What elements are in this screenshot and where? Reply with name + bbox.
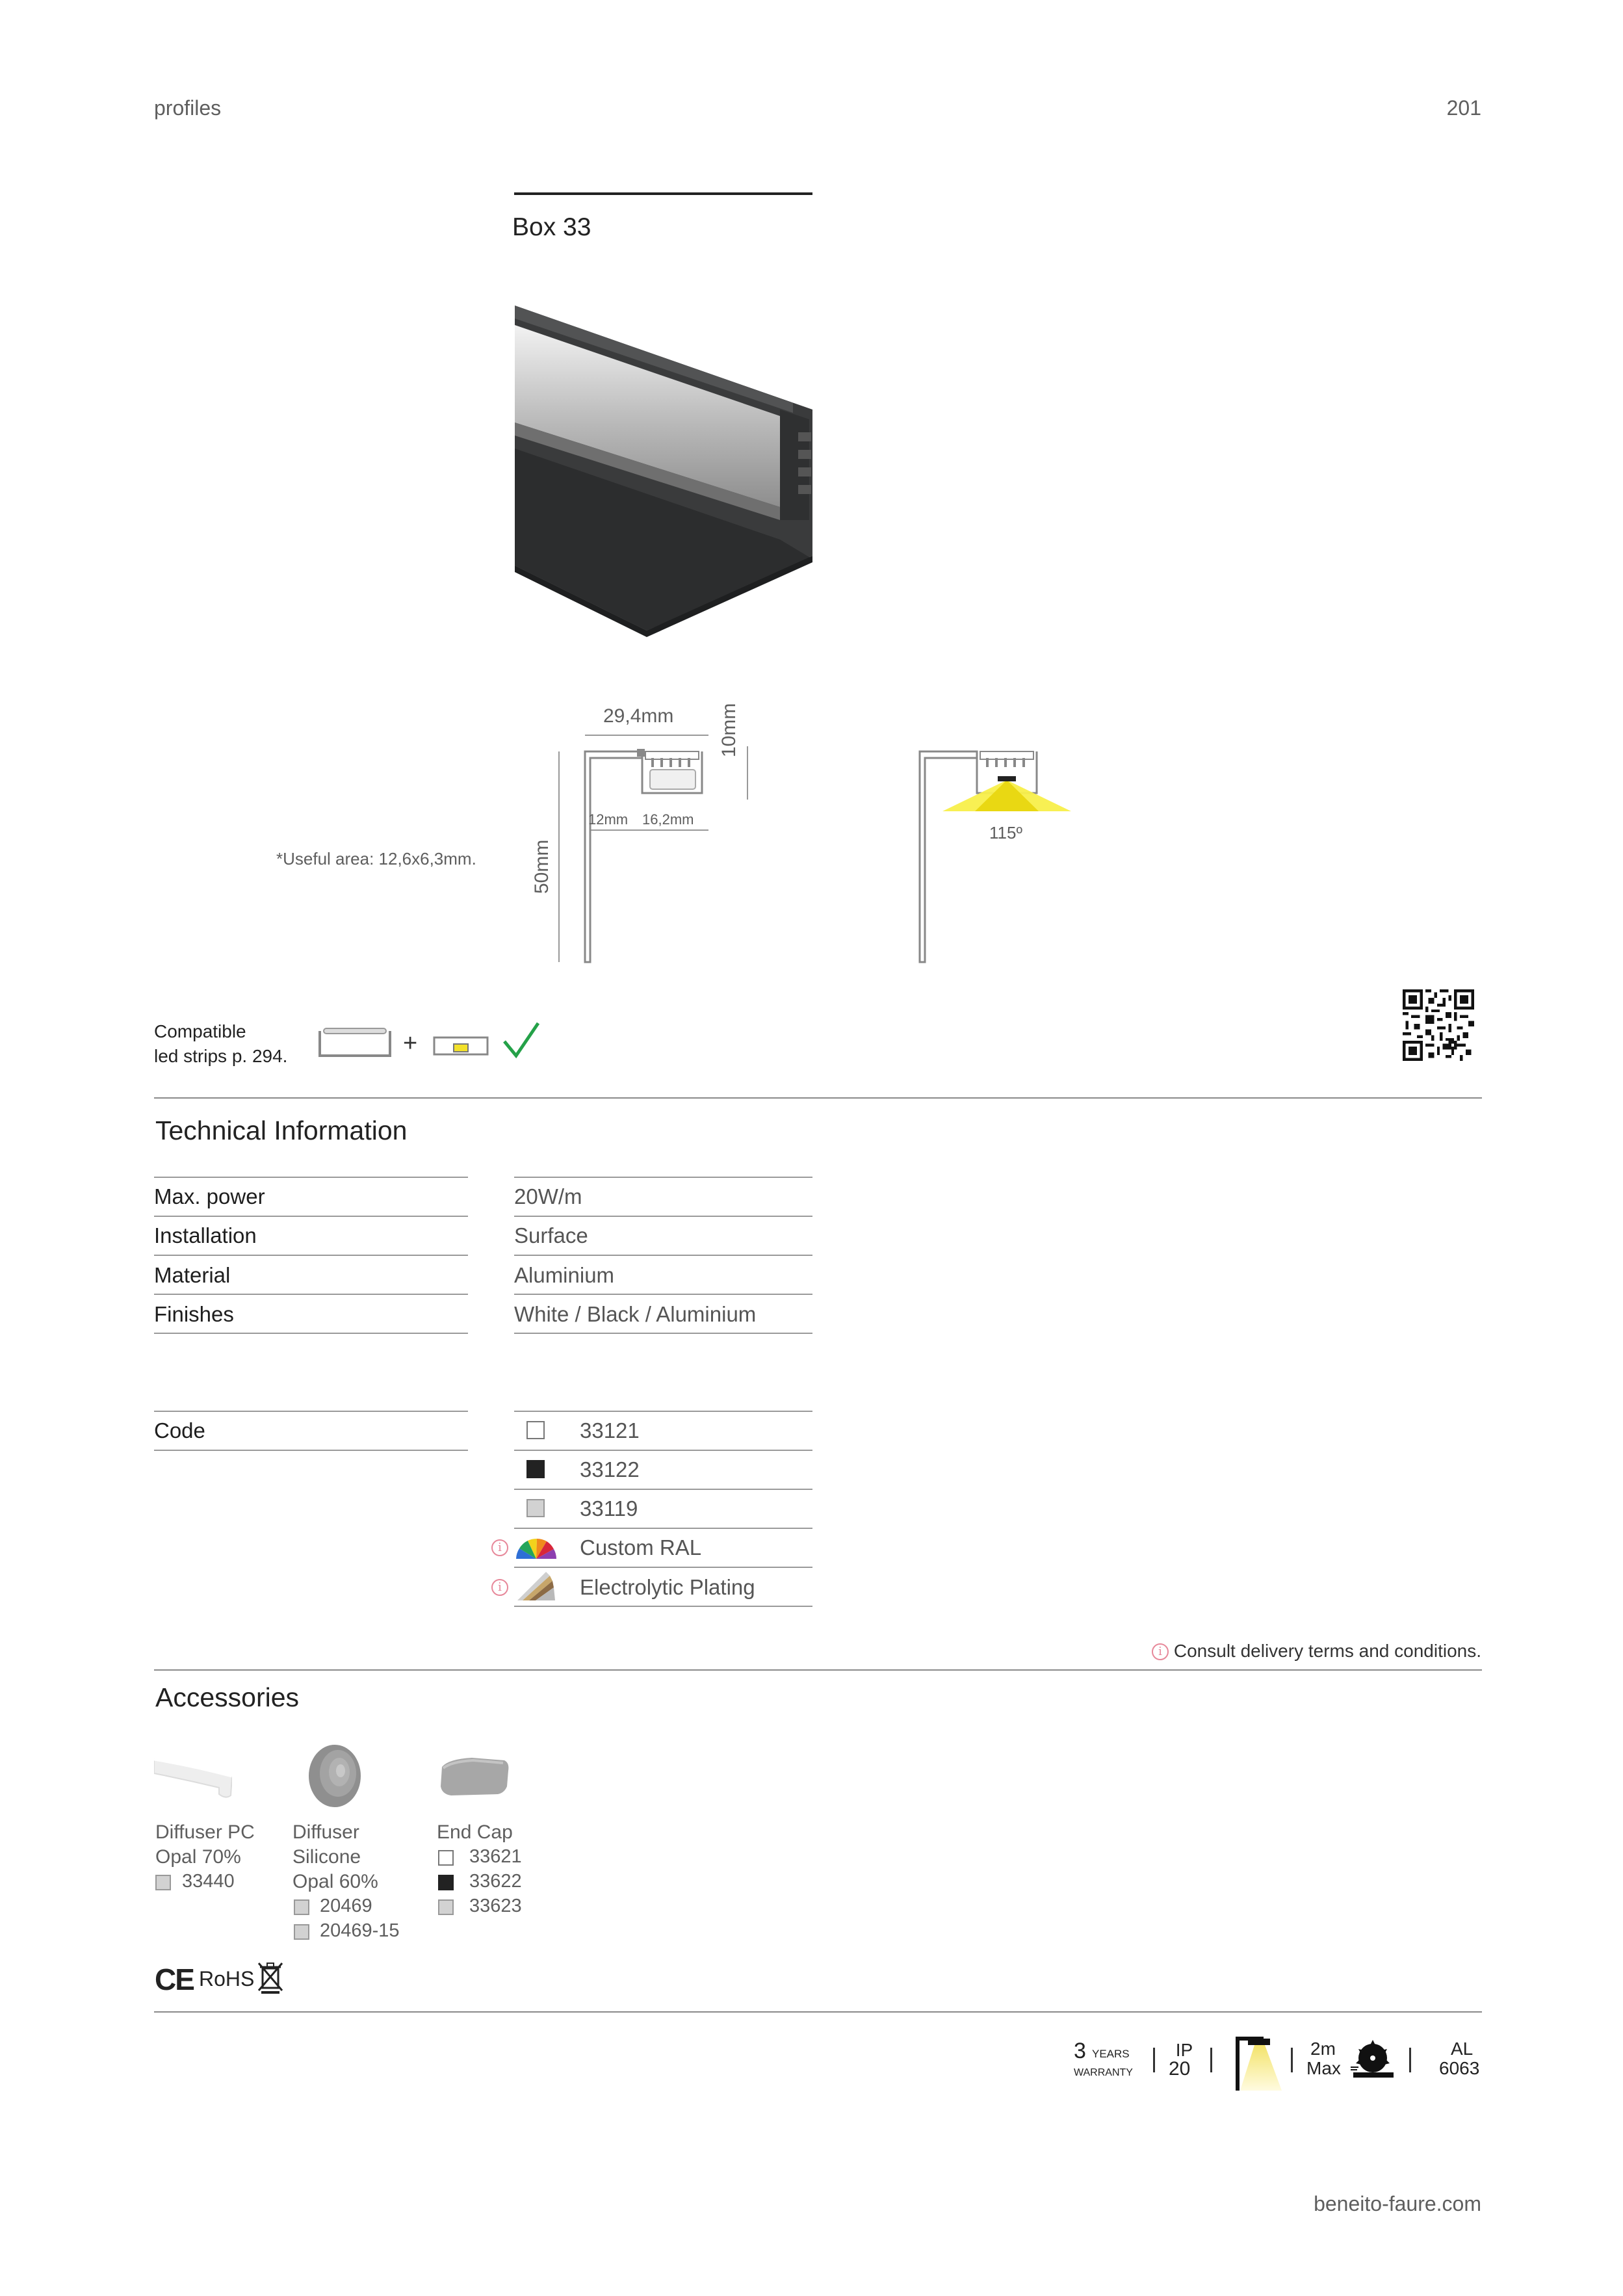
beam-angle: 115º — [989, 823, 1022, 842]
accessory-end-cap — [437, 1820, 513, 1845]
accessory-swatch — [438, 1899, 454, 1915]
plus-sign: + — [403, 1030, 418, 1057]
accessory-diffuser-silicone — [292, 1820, 378, 1894]
swatch-black — [526, 1460, 545, 1478]
dimension-depth: 10mm — [718, 703, 740, 757]
rohs-label: RoHS — [199, 1967, 255, 1990]
technical-information-title: Technical Information — [155, 1115, 408, 1145]
table-rule — [514, 1333, 812, 1334]
table-rule — [514, 1177, 812, 1178]
table-rule — [514, 1567, 812, 1568]
profile-render-image — [513, 306, 812, 637]
accessories-title: Accessories — [155, 1682, 300, 1712]
spec-value-installation: Surface — [514, 1223, 588, 1247]
table-rule — [514, 1216, 812, 1217]
table-rule — [514, 1450, 812, 1451]
accessory-code: 20469-15 — [320, 1920, 400, 1941]
warranty-word: WARRANTY — [1074, 2067, 1133, 2078]
dimension-inner-a: 12mm — [588, 811, 629, 828]
table-rule — [154, 1450, 468, 1451]
code-white: 33121 — [580, 1418, 640, 1442]
spec-label-installation: Installation — [154, 1223, 257, 1247]
info-icon[interactable]: i — [1152, 1643, 1169, 1660]
section-divider — [154, 1097, 1482, 1099]
info-icon[interactable]: i — [491, 1579, 508, 1596]
accessory-code: 33621 — [469, 1846, 522, 1867]
qr-code-icon — [1403, 989, 1474, 1061]
spec-label-material: Material — [154, 1263, 231, 1287]
accessory-code: 33623 — [469, 1896, 522, 1916]
dimension-width: 29,4mm — [603, 705, 674, 727]
table-rule — [514, 1255, 812, 1256]
accessory-name-line: End Cap — [437, 1821, 513, 1843]
accessory-name-line: Silicone — [292, 1846, 361, 1868]
warranty-years: 3 — [1074, 2039, 1086, 2063]
end-cap-image — [438, 1755, 511, 1801]
compatible-note — [154, 1019, 287, 1069]
table-rule — [514, 1528, 812, 1529]
info-icon[interactable]: i — [491, 1539, 508, 1556]
accessory-code: 33622 — [469, 1871, 522, 1892]
spec-value-finishes: White / Black / Aluminium — [514, 1302, 757, 1326]
spec-separator — [1153, 2048, 1155, 2072]
table-rule — [514, 1606, 812, 1607]
table-rule — [514, 1411, 812, 1412]
diffuser-silicone-image — [305, 1742, 364, 1810]
code-label: Code — [154, 1418, 205, 1442]
spec-separator — [1210, 2048, 1212, 2072]
dimension-inner-b: 16,2mm — [642, 811, 694, 828]
spec-separator — [1409, 2048, 1411, 2072]
cut-saw-icon — [1349, 2037, 1395, 2083]
code-aluminium: 33119 — [580, 1496, 638, 1520]
code-electrolytic-plating: Electrolytic Plating — [580, 1575, 755, 1599]
accessory-name-line: Opal 70% — [155, 1846, 241, 1868]
accessory-swatch — [294, 1924, 309, 1940]
checkmark-icon — [500, 1019, 542, 1061]
compatible-line-1: Compatible — [154, 1021, 246, 1041]
accessory-name-line: Diffuser PC — [155, 1821, 255, 1843]
accessory-code: 33440 — [182, 1871, 235, 1892]
accessory-code: 20469 — [320, 1896, 372, 1916]
code-black: 33122 — [580, 1457, 640, 1481]
ip-label: IP — [1175, 2040, 1193, 2060]
accessory-swatch — [294, 1899, 309, 1915]
table-rule — [154, 1411, 468, 1412]
spec-label-finishes: Finishes — [154, 1302, 234, 1326]
accessory-name-line: Diffuser — [292, 1821, 359, 1843]
title-rule — [514, 192, 812, 195]
useful-area-note: *Useful area: 12,6x6,3mm. — [276, 849, 476, 868]
spec-value-material: Aluminium — [514, 1263, 615, 1287]
code-custom-ral: Custom RAL — [580, 1535, 702, 1559]
plating-icon — [513, 1569, 559, 1602]
alloy-label: AL — [1451, 2039, 1474, 2059]
table-rule — [154, 1177, 468, 1178]
alloy-value: 6063 — [1439, 2058, 1480, 2078]
table-rule — [154, 1333, 468, 1334]
spec-value-max-power: 20W/m — [514, 1184, 582, 1208]
surface-mount-icon — [1235, 2036, 1287, 2091]
length-value: 2m — [1310, 2039, 1336, 2059]
ral-fan-icon — [513, 1532, 559, 1560]
section-label: profiles — [154, 96, 222, 120]
table-rule — [154, 1294, 468, 1295]
website-link[interactable]: beneito-faure.com — [1314, 2192, 1481, 2215]
page-number: 201 — [1446, 96, 1481, 120]
consult-note: Consult delivery terms and conditions. — [1173, 1641, 1481, 1661]
swatch-aluminium — [526, 1499, 545, 1517]
swatch-white — [526, 1421, 545, 1439]
ip-value: 20 — [1169, 2058, 1191, 2080]
led-strip-icon — [433, 1036, 489, 1057]
section-divider — [154, 2011, 1482, 2013]
spec-label-max-power: Max. power — [154, 1184, 265, 1208]
accessory-name-line: Opal 60% — [292, 1871, 378, 1892]
accessory-swatch — [438, 1875, 454, 1890]
length-label: Max — [1306, 2058, 1341, 2078]
weee-bin-icon — [256, 1961, 285, 1994]
compatible-line-2: led strips p. 294. — [154, 1046, 288, 1066]
table-rule — [154, 1216, 468, 1217]
product-title: Box 33 — [512, 213, 591, 241]
warranty-unit: YEARS — [1092, 2048, 1130, 2060]
table-rule — [154, 1255, 468, 1256]
section-divider — [154, 1669, 1482, 1671]
ce-mark: CE — [155, 1963, 194, 1996]
table-rule — [514, 1294, 812, 1295]
accessory-diffuser-pc — [155, 1820, 255, 1870]
table-rule — [514, 1489, 812, 1490]
profile-icon — [317, 1024, 395, 1061]
diffuser-pc-image — [154, 1746, 232, 1805]
dimension-height: 50mm — [531, 839, 552, 894]
spec-separator — [1291, 2048, 1293, 2072]
accessory-swatch — [438, 1850, 454, 1866]
accessory-swatch — [155, 1875, 171, 1890]
